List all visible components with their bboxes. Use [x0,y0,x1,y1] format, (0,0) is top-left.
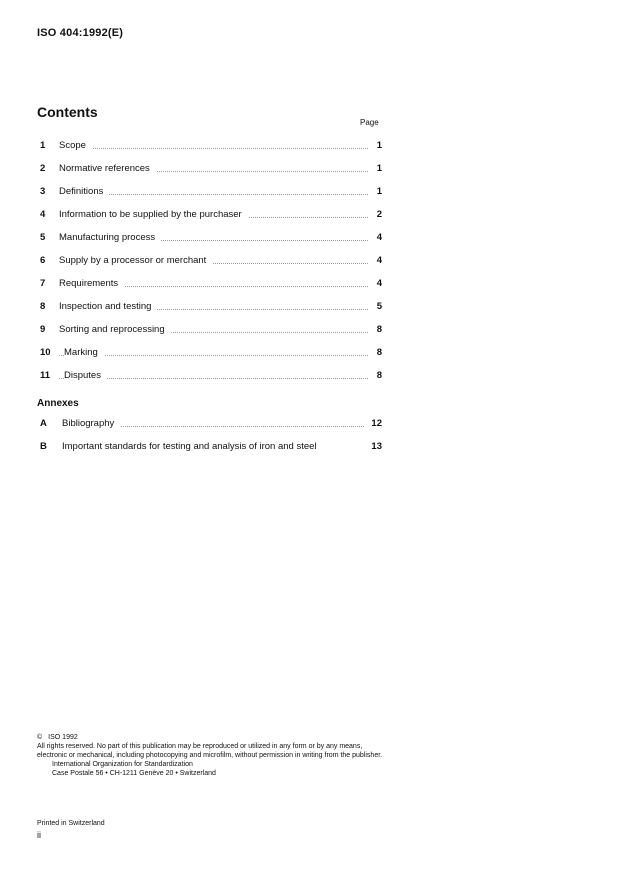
toc-entry-marking[interactable] [40,347,382,370]
toc-entry-title: Definitions [59,186,109,198]
toc-entry-title: Disputes [64,370,107,382]
toc-entry-number: 8 [40,301,46,312]
toc-entry-page: 1 [376,186,382,197]
toc-entry-disputes[interactable] [40,370,382,393]
printed-in: Printed in Switzerland [37,820,105,827]
toc-entry-title: Scope [59,140,92,152]
toc-entry-definitions[interactable] [40,186,382,209]
toc-entry-requirements[interactable] [40,278,382,301]
toc-entry-title: Normative references [59,163,156,175]
annex-letter: A [40,418,47,429]
toc-entry-number: 4 [40,209,46,220]
toc-entry-page: 4 [376,255,382,266]
toc-entry-title: Information to be supplied by the purchaser [59,209,248,221]
toc-entry-title: Supply by a processor or merchant [59,255,212,267]
toc-entry-page: 5 [376,301,382,312]
toc-entry-number: 1 [40,140,46,151]
toc-entry-information[interactable] [40,209,382,232]
toc-entry-title: Manufacturing process [59,232,161,244]
toc-entry-number: 11 [40,370,51,381]
copyright-owner: ISO 1992 [48,734,78,741]
annex-entry-standards[interactable] [40,441,382,464]
toc-entry-sorting[interactable] [40,324,382,347]
copyright-symbol: © [37,734,43,741]
dot-leader [59,148,368,149]
toc-entry-title: Requirements [59,278,124,290]
toc-entry-page: 4 [376,278,382,289]
toc-entry-supply[interactable] [40,255,382,278]
toc-entry-number: 3 [40,186,46,197]
page-number: ii [37,830,41,840]
annex-entry-bibliography[interactable] [40,418,382,441]
toc-entry-page: 8 [376,324,382,335]
annex-title: Bibliography [62,418,120,430]
copyright-block [37,733,387,778]
annex-page: 12 [371,418,382,429]
toc-entry-title: Marking [64,347,104,359]
table-of-contents [40,140,382,393]
toc-entry-number: 6 [40,255,46,266]
organization-name: International Organization for Standardization [52,761,193,768]
annexes-heading: Annexes [37,398,79,409]
toc-entry-scope[interactable] [40,140,382,163]
toc-entry-number: 2 [40,163,46,174]
toc-entry-page: 1 [376,140,382,151]
toc-entry-normative-references[interactable] [40,163,382,186]
toc-entry-number: 7 [40,278,46,289]
toc-entry-inspection[interactable] [40,301,382,324]
toc-entry-page: 8 [376,347,382,358]
toc-entry-number: 10 [40,347,51,358]
copyright-line [37,733,387,742]
toc-entry-title: Inspection and testing [59,301,157,313]
toc-entry-page: 2 [376,209,382,220]
toc-entry-page: 1 [376,163,382,174]
organization-address: Case Postale 56 • CH-1211 Genève 20 • Switzerland [52,770,216,777]
toc-entry-number: 9 [40,324,46,335]
dot-leader [59,355,368,356]
toc-entry-page: 8 [376,370,382,381]
toc-entry-title: Sorting and reprocessing [59,324,171,336]
document-id: ISO 404:1992(E) [37,27,124,39]
toc-entry-manufacturing-process[interactable] [40,232,382,255]
page-column-label: Page [360,118,379,127]
annexes-list [40,418,382,464]
annex-page: 13 [371,441,382,452]
toc-entry-number: 5 [40,232,46,243]
contents-heading: Contents [37,104,98,120]
annex-letter: B [40,441,47,452]
annex-title: Important standards for testing and analysis of iron and steel [62,441,323,453]
copyright-notice: All rights reserved. No part of this publication may be reproduced or utilized in any form or by any means, electronic or mechanical, including photocopying and microfilm, without permission in writing from the publisher. [37,743,383,759]
toc-entry-page: 4 [376,232,382,243]
